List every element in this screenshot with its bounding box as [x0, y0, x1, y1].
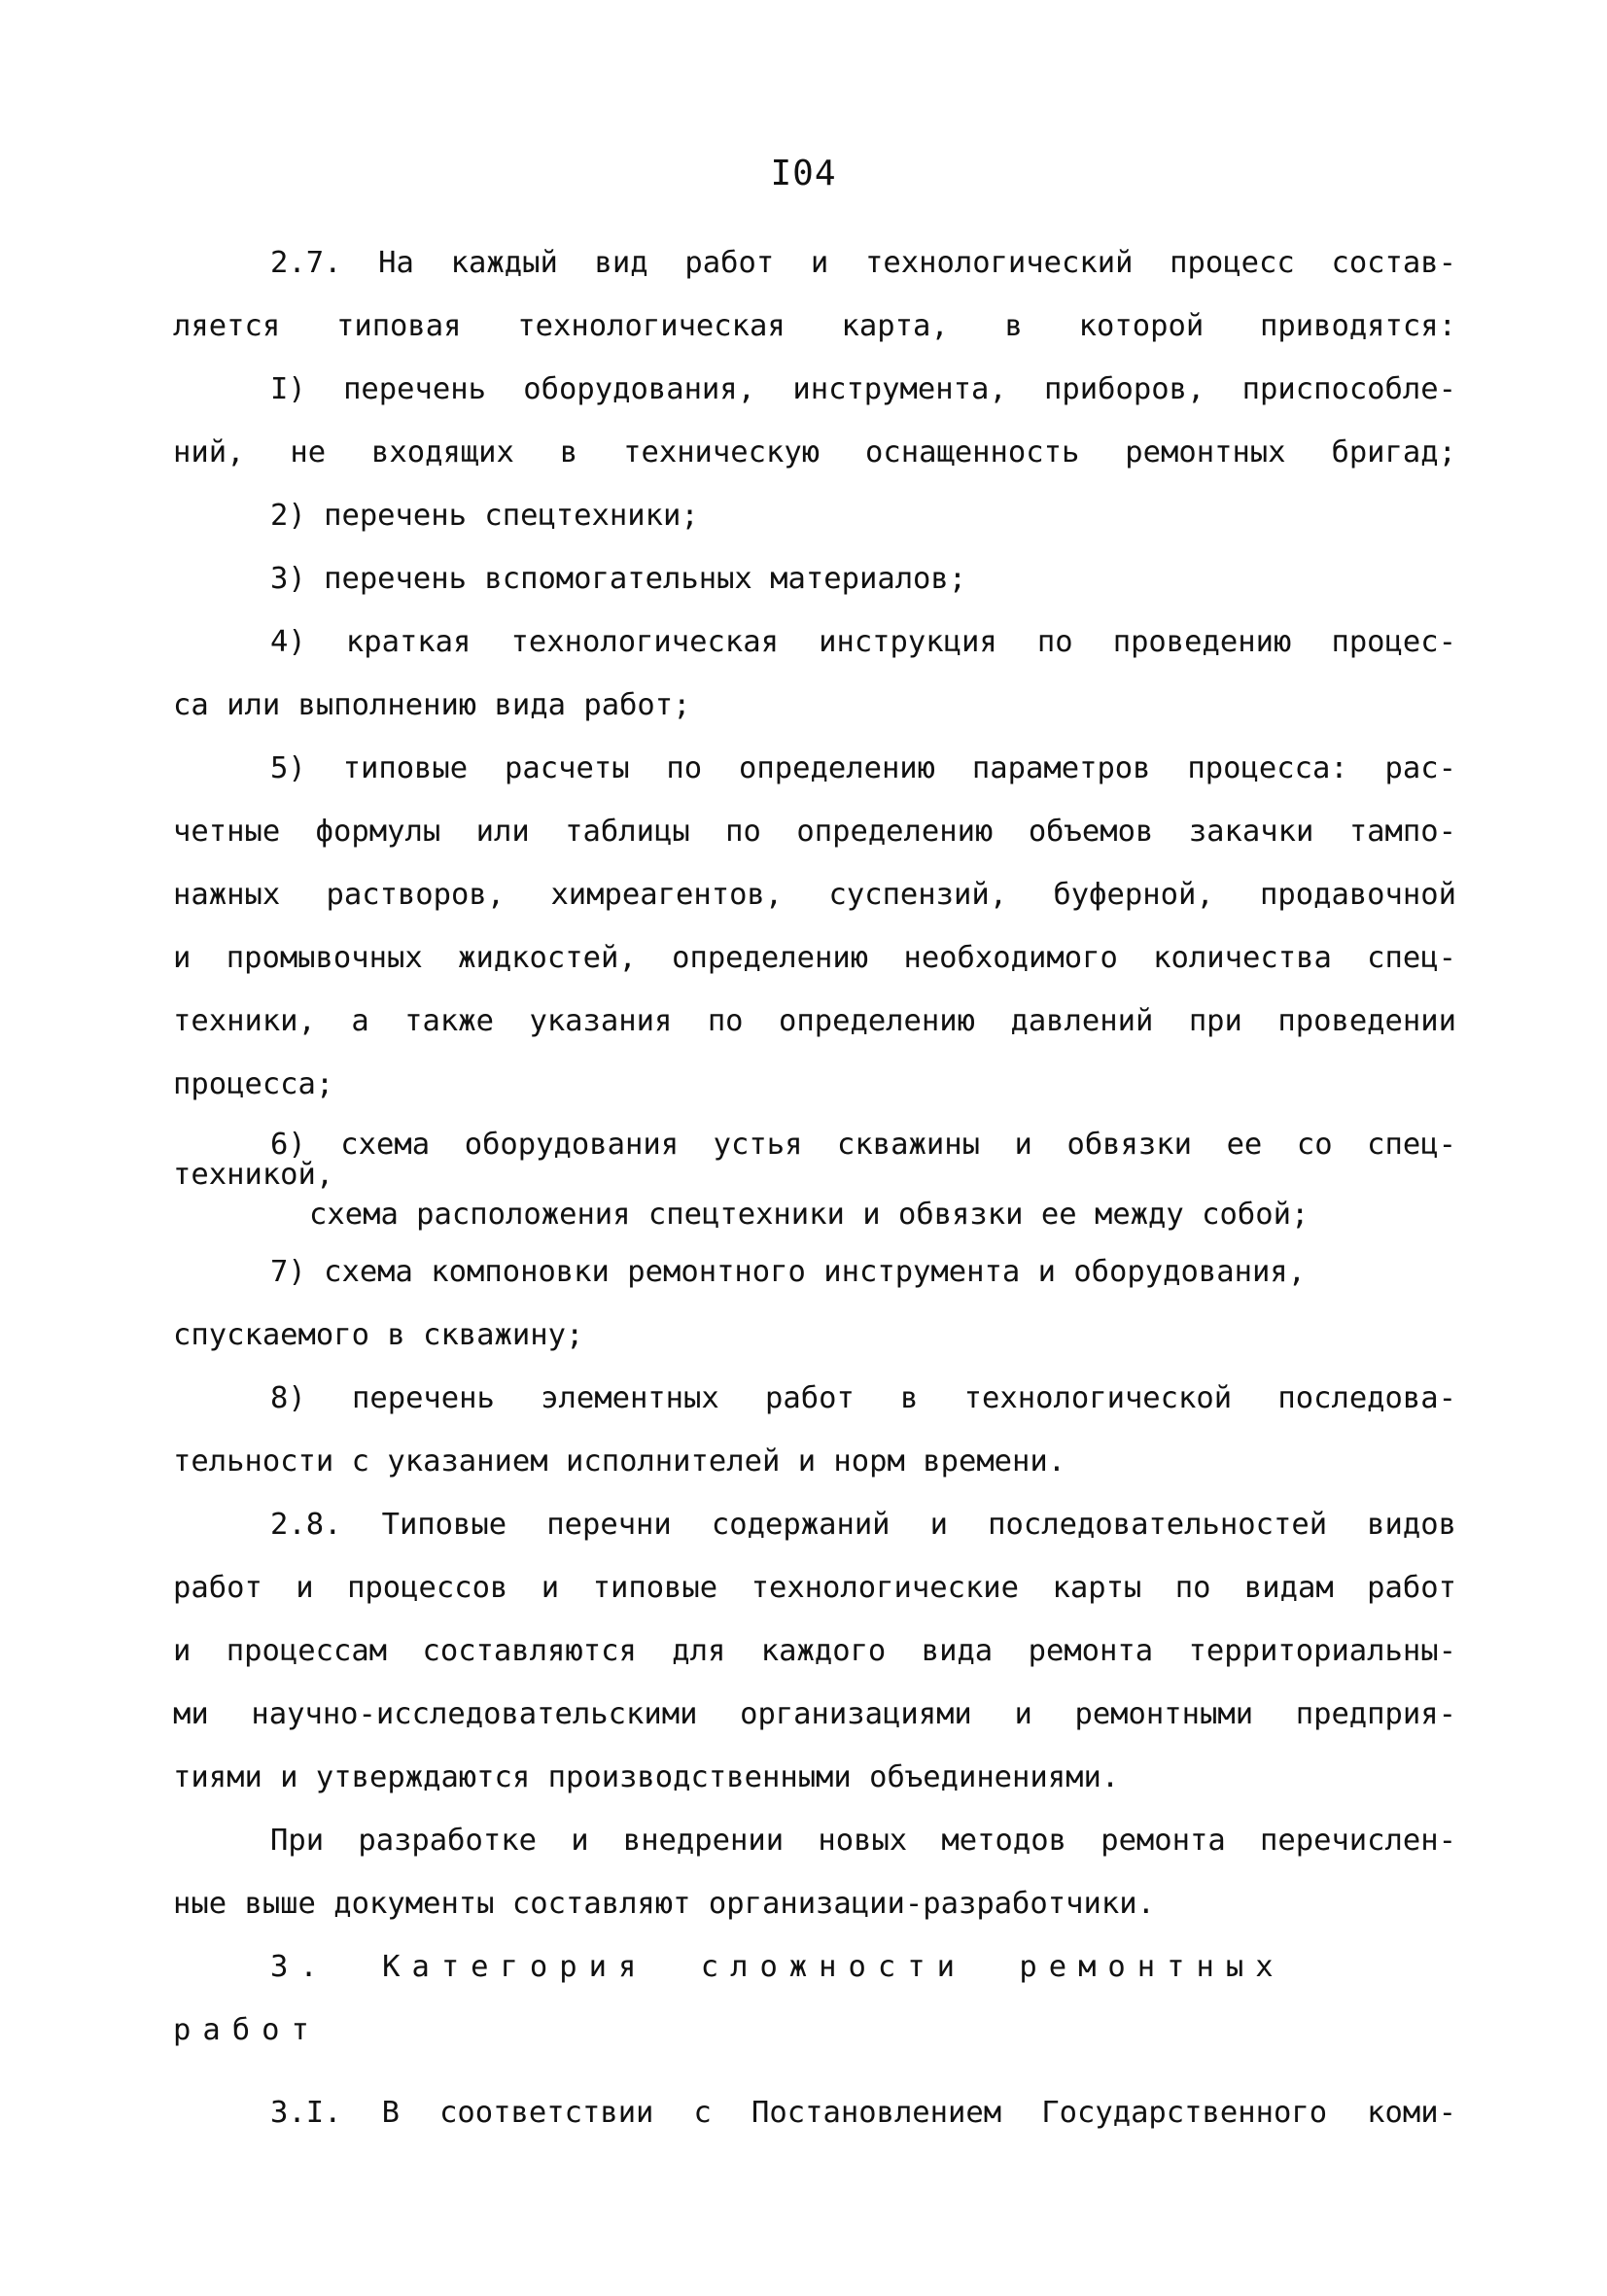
list-item-5-line: процесса; [173, 1067, 334, 1101]
list-item-8-line: 8) перечень элементных работ в технологической последова- [270, 1381, 1456, 1415]
list-item-7-line: 7) схема компоновки ремонтного инструмента и оборудования, [270, 1255, 1307, 1289]
list-item-5-line: техники, а также указания по определению давлений при проведении [173, 1004, 1456, 1038]
paragraph-2-8-line: 2.8. Типовые перечни содержаний и последовательностей видов [270, 1508, 1456, 1542]
paragraph-2-8-line: и процессам составляются для каждого вида ремонта территориальны- [173, 1634, 1456, 1668]
paragraph-2-7-line: ляется типовая технологическая карта, в которой приводятся: [173, 309, 1456, 343]
list-item-5-line: и промывочных жидкостей, определению необходимого количества спец- [173, 941, 1456, 975]
list-item-5-line: 5) типовые расчеты по определению параметров процесса: рас- [270, 751, 1456, 785]
section-3-heading: работ [173, 2013, 321, 2047]
list-item-7-line: спускаемого в скважину; [173, 1318, 584, 1352]
paragraph-2-8-line: ми научно-исследовательскими организациями и ремонтными предприя- [173, 1697, 1456, 1731]
list-item-6-line: схема расположения спецтехники и обвязки ее между собой; [309, 1198, 1310, 1232]
list-item-4-line: са или выполнению вида работ; [173, 688, 691, 722]
list-item-5-line: четные формулы или таблицы по определению объемов закачки тампо- [173, 815, 1456, 849]
paragraph-new-methods-line: ные выше документы составляют организации-разработчики. [173, 1887, 1155, 1921]
list-item-6-insert: техникой, [173, 1161, 334, 1190]
list-item-8-line: тельности с указанием исполнителей и норм времени. [173, 1444, 1066, 1478]
paragraph-new-methods-line: При разработке и внедрении новых методов ремонта перечислен- [270, 1824, 1456, 1858]
list-item-1-line: ний, не входящих в техническую оснащенность ремонтных бригад; [173, 435, 1456, 470]
page-number: I04 [770, 154, 837, 193]
list-item-3: 3) перечень вспомогательных материалов; [270, 562, 967, 596]
list-item-5-line: нажных растворов, химреагентов, суспензий, буферной, продавочной [173, 878, 1456, 912]
list-item-4-line: 4) краткая технологическая инструкция по проведению процес- [270, 625, 1456, 659]
paragraph-2-8-line: тиями и утверждаются производственными объединениями. [173, 1760, 1120, 1794]
paragraph-2-8-line: работ и процессов и типовые технологические карты по видам работ [173, 1571, 1456, 1605]
list-item-6-line: 6) схема оборудования устья скважины и обвязки ее со спец- [270, 1128, 1456, 1162]
paragraph-3-1-line: 3.I. В соответствии с Постановлением Государственного коми- [270, 2096, 1456, 2130]
section-3-heading: 3. Категория сложности ремонтных [270, 1950, 1285, 1984]
list-item-1-line: I) перечень оборудования, инструмента, приборов, приспособле- [270, 372, 1456, 406]
body-text [173, 231, 1456, 2144]
paragraph-2-7-line: 2.7. На каждый вид работ и технологический процесс состав- [270, 246, 1456, 280]
list-item-2: 2) перечень спецтехники; [270, 499, 699, 533]
